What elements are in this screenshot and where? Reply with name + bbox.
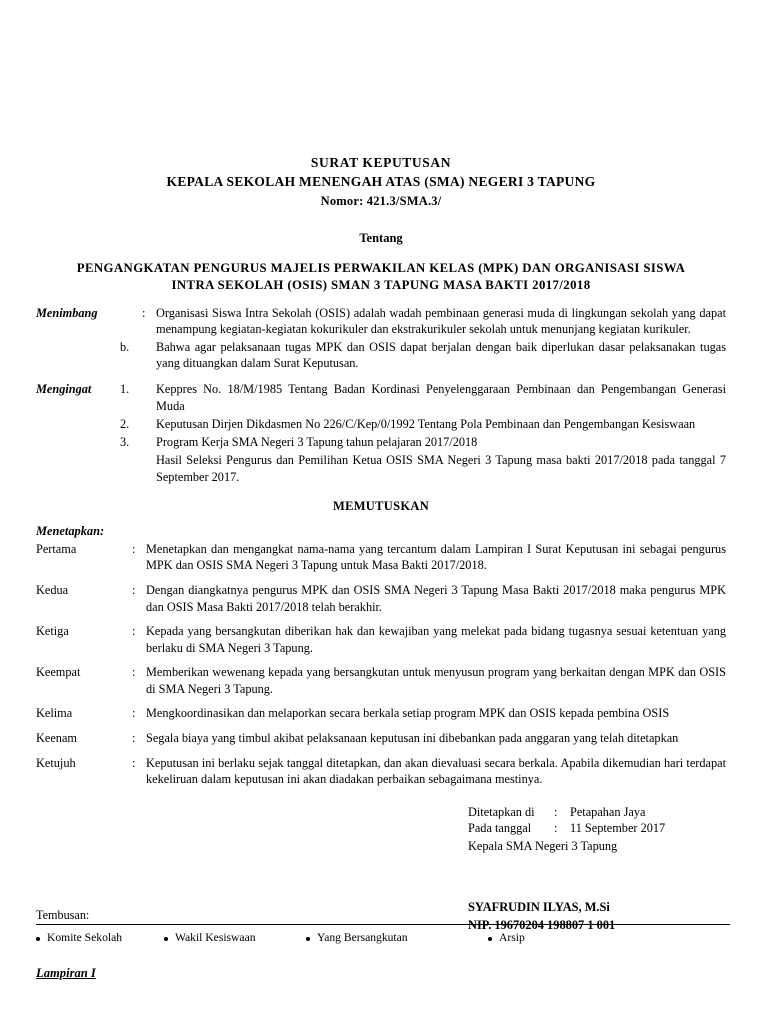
signature-place-colon: :: [554, 804, 558, 819]
signature-date-colon: :: [554, 821, 558, 836]
list-item: [36, 931, 164, 944]
tentang-label: Tentang: [359, 231, 403, 245]
mengingat-item-1-num: 2.: [120, 416, 130, 431]
mengingat-item-2-text: Program Kerja SMA Negeri 3 Tapung tahun pelajaran 2017/2018: [156, 435, 478, 450]
signature-date-label: Pada tanggal: [468, 821, 532, 836]
spacer: [142, 416, 156, 432]
menimbang-item-1-text: Bahwa agar pelaksanaan tugas MPK dan OSIS dapat berjalan dengan baik diperlukan dasar pelaksanakan tugas yang dituangkan dalam Surat Keputusan.: [156, 339, 726, 371]
footer-block: [36, 908, 730, 944]
decision-5-colon: :: [132, 731, 136, 746]
spacer: [142, 381, 156, 413]
signature-place-value: Petapahan Jaya: [570, 804, 646, 819]
decision-0-text: Menetapkan dan mengangkat nama-nama yang tercantum dalam Lampiran I Surat Keputusan ini sebagai pengurus MPK dan OSIS SMA Negeri 3 Tapung untuk Masa Bakti 2017/2018.: [146, 541, 726, 573]
decision-row: [36, 705, 726, 722]
spacer: [36, 452, 120, 484]
menimbang-item-1-num: b.: [120, 339, 130, 354]
bullet-icon: [164, 937, 168, 941]
bullet-icon: [488, 937, 492, 941]
decision-3-label: Keempat: [36, 665, 81, 680]
document-content: [36, 155, 726, 934]
mengingat-item-1-text: Keputusan Dirjen Dikdasmen No 226/C/Kep/0/1992 Tentang Pola Pembinaan dan Pengembangan Kesiswaan: [156, 416, 696, 431]
decision-row: [36, 541, 726, 574]
list-item: [488, 931, 608, 944]
menimbang-item-1: [36, 339, 726, 371]
menimbang-colon: :: [142, 305, 146, 320]
decision-6-colon: :: [132, 755, 136, 770]
decision-3-text: Memberikan wewenang kepada yang bersangkutan untuk menyusun program yang berkaitan dengan MPK dan OSIS di SMA Negeri 3 Tapung.: [146, 665, 726, 696]
decision-4-colon: :: [132, 706, 136, 721]
footer-divider: [36, 924, 730, 925]
menetapkan-label: Menetapkan:: [36, 523, 105, 538]
list-item: [306, 931, 488, 944]
mengingat-item-3-num: [120, 452, 142, 484]
document-subject: [36, 260, 726, 295]
bullet-icon: [36, 937, 40, 941]
menimbang-label: Menimbang: [36, 305, 98, 320]
subject-line-1: PENGANGKATAN PENGURUS MAJELIS PERWAKILAN KELAS (MPK) DAN ORGANISASI SISWA: [76, 261, 686, 275]
decision-6-label: Ketujuh: [36, 755, 76, 770]
mengingat-item-3: [36, 452, 726, 484]
document-number: Nomor: 421.3/SMA.3/: [320, 194, 442, 208]
list-item: [164, 931, 306, 944]
decision-4-text: Mengkoordinasikan dan melaporkan secara berkala setiap program MPK dan OSIS kepada pembina OSIS: [146, 706, 670, 721]
lampiran-heading: Lampiran I: [36, 966, 96, 980]
menimbang-item-0-text: Organisasi Siswa Intra Sekolah (OSIS) adalah wadah pembinaan generasi muda di lingkungan sekolah yang dapat menampung kegiatan-kegiatan kokurikuler dan ekstrakurikuler sekolah untuk menunjang kegiatan kurikuler.: [156, 305, 726, 336]
document-header: [36, 155, 726, 209]
signature-office: Kepala SMA Negeri 3 Tapung: [468, 839, 618, 854]
mengingat-item-1: [36, 416, 726, 432]
tembusan-label: Tembusan:: [36, 908, 90, 922]
decision-0-colon: :: [132, 541, 136, 556]
decision-3-colon: :: [132, 665, 136, 680]
mengingat-item-2: [36, 434, 726, 450]
mengingat-clause: [36, 381, 726, 413]
tembusan-item-3: Arsip: [499, 931, 525, 944]
tembusan-list: [36, 931, 730, 944]
decision-row: [36, 730, 726, 747]
bullet-icon: [306, 937, 310, 941]
spacer: [142, 452, 156, 484]
signature-date-row: [468, 820, 726, 837]
signature-name: SYAFRUDIN ILYAS, M.Si: [468, 899, 610, 914]
spacer: [142, 339, 156, 371]
spacer: [36, 339, 120, 371]
tembusan-item-2: Yang Bersangkutan: [317, 931, 408, 944]
mengingat-item-0-text: Keppres No. 18/M/1985 Tentang Badan Kordinasi Penyelenggaraan Pembinaan dan Pengembangan Generasi Muda: [156, 382, 726, 413]
decision-1-label: Kedua: [36, 582, 69, 597]
signature-date-value: 11 September 2017: [570, 821, 666, 836]
spacer: [142, 434, 156, 450]
mengingat-item-2-num: 3.: [120, 435, 130, 450]
spacer: [36, 416, 120, 432]
tembusan-item-0: Komite Sekolah: [47, 931, 123, 944]
mengingat-item-3-text: Hasil Seleksi Pengurus dan Pemilihan Ketua OSIS SMA Negeri 3 Tapung masa bakti 2017/2018 pada tanggal 7 September 2017.: [156, 453, 726, 484]
decision-4-label: Kelima: [36, 706, 73, 721]
decision-5-label: Keenam: [36, 731, 77, 746]
decision-6-text: Keputusan ini berlaku sejak tanggal ditetapkan, dan akan dievaluasi secara berkala. Apabila dikemudian hari terdapat kekeliruan dalam keputusan ini akan diadakan perbaikan sebagaimana mestinya.: [146, 755, 726, 787]
decision-5-text: Segala biaya yang timbul akibat pelaksanaan keputusan ini dibebankan pada anggaran yang telah ditetapkan: [146, 731, 679, 746]
spacer: [36, 434, 120, 450]
decision-2-text: Kepada yang bersangkutan diberikan hak dan kewajiban yang melekat pada bidang tugasnya sesuai ketentuan yang berlaku di SMA Negeri 3 Tapung.: [146, 624, 726, 655]
memutuskan-heading: MEMUTUSKAN: [332, 498, 430, 513]
signature-place-label: Ditetapkan di: [468, 804, 535, 819]
document-title: SURAT KEPUTUSAN: [310, 155, 452, 170]
signature-place-row: [468, 804, 726, 821]
tembusan-item-1: Wakil Kesiswaan: [175, 931, 256, 944]
decision-1-colon: :: [132, 582, 136, 597]
decision-row: [36, 755, 726, 788]
decision-row: [36, 623, 726, 656]
decision-0-label: Pertama: [36, 541, 77, 556]
mengingat-label: Mengingat: [36, 382, 92, 397]
decision-row: [36, 582, 726, 615]
mengingat-item-0-num: 1.: [120, 382, 130, 397]
signature-nip: NIP. 19670204 198807 1 001: [468, 918, 616, 933]
decision-2-label: Ketiga: [36, 624, 69, 639]
menimbang-clause: [36, 305, 726, 337]
menimbang-item-0-num: [120, 305, 142, 337]
document-subtitle: KEPALA SEKOLAH MENENGAH ATAS (SMA) NEGERI 3 TAPUNG: [166, 174, 596, 189]
decision-1-text: Dengan diangkatnya pengurus MPK dan OSIS SMA Negeri 3 Tapung Masa Bakti 2017/2018 maka pengurus MPK dan OSIS Masa Bakti 2017/2018 telah berakhir.: [146, 582, 726, 614]
subject-line-2: INTRA SEKOLAH (OSIS) SMAN 3 TAPUNG MASA BAKTI 2017/2018: [171, 278, 591, 293]
decision-row: [36, 664, 726, 697]
decision-2-colon: :: [132, 624, 136, 639]
